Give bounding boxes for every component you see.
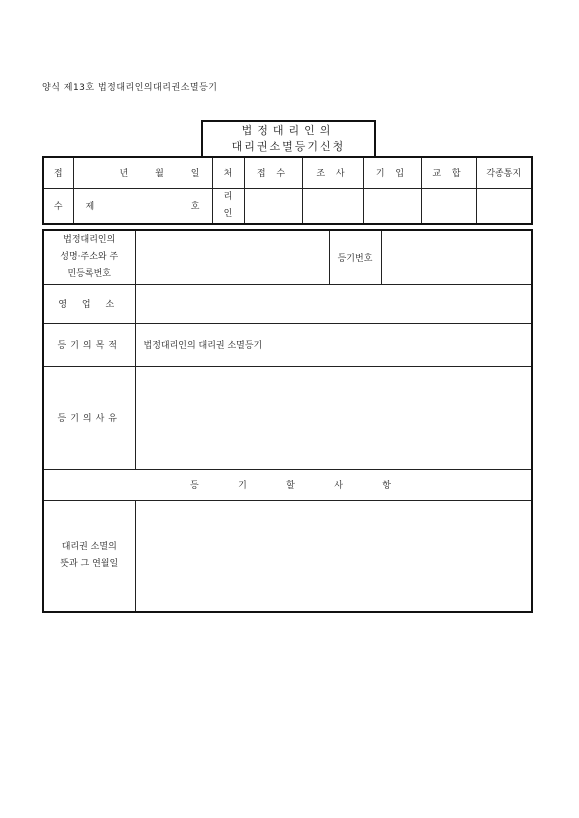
application-table — [42, 229, 533, 613]
receipt-date-cell[interactable] — [73, 157, 212, 188]
title-line-1: 법정대리인의 — [241, 124, 336, 137]
notices-stamp-cell[interactable] — [476, 188, 532, 224]
purpose-label: 등기의목적 — [43, 323, 135, 366]
handler-label-1: 처 — [212, 157, 244, 188]
receipt-label-top: 접 — [43, 157, 73, 188]
number-prefix: 제 — [85, 202, 95, 212]
year-label: 년 — [119, 169, 129, 180]
number-suffix: 호 — [190, 202, 200, 212]
receipt-label-bottom: 수 — [43, 188, 73, 224]
entry-stamp-cell[interactable] — [363, 188, 421, 224]
reg-no-label: 등기번호 — [329, 230, 381, 284]
month-label: 월 — [155, 169, 164, 180]
termination-label-1: 대리권 소멸의 — [61, 541, 117, 552]
termination-label — [43, 500, 135, 612]
form-title — [201, 120, 376, 156]
review-stamp-cell[interactable] — [302, 188, 363, 224]
handler-label-rest — [212, 188, 244, 224]
receipt-stamp-cell[interactable] — [244, 188, 302, 224]
applicant-label-1: 법정대리인의 — [63, 234, 116, 245]
day-label: 일 — [190, 169, 200, 180]
applicant-label-2: 성명·주소와 주 — [60, 251, 119, 262]
purpose-field[interactable]: 법정대리인의 대리권 소멸등기 — [135, 323, 532, 366]
items-header-4: 사 — [334, 481, 343, 491]
check-stamp-cell[interactable] — [421, 188, 476, 224]
handler-label-2: 리 — [223, 191, 233, 202]
receipt-number-cell[interactable] — [73, 188, 212, 224]
office-field[interactable] — [135, 284, 532, 323]
title-line-2: 대리권소멸등기신청 — [231, 140, 346, 153]
handler-label-3: 인 — [223, 208, 233, 219]
col-review: 조 사 — [302, 157, 363, 188]
items-header-2: 기 — [238, 481, 247, 491]
reason-field[interactable] — [135, 366, 532, 469]
form-number: 양식 제13호 법정대리인의대리권소멸등기 — [42, 83, 218, 93]
reason-label: 등기의사유 — [43, 366, 135, 469]
col-entry: 기 입 — [363, 157, 421, 188]
applicant-field[interactable] — [135, 230, 329, 284]
termination-label-2: 뜻과 그 연월일 — [60, 558, 119, 569]
termination-field[interactable] — [135, 500, 532, 612]
applicant-label — [43, 230, 135, 284]
items-header-3: 할 — [286, 481, 295, 491]
office-label: 영 업 소 — [43, 284, 135, 323]
reg-no-field[interactable] — [381, 230, 532, 284]
items-header — [43, 469, 532, 500]
col-receipt: 접 수 — [244, 157, 302, 188]
col-check: 교 합 — [421, 157, 476, 188]
items-header-5: 항 — [382, 481, 391, 491]
receipt-table — [42, 156, 533, 225]
col-notices: 각종통지 — [476, 157, 532, 188]
items-header-1: 등 — [190, 481, 199, 491]
applicant-label-3: 민등록번호 — [67, 268, 111, 279]
